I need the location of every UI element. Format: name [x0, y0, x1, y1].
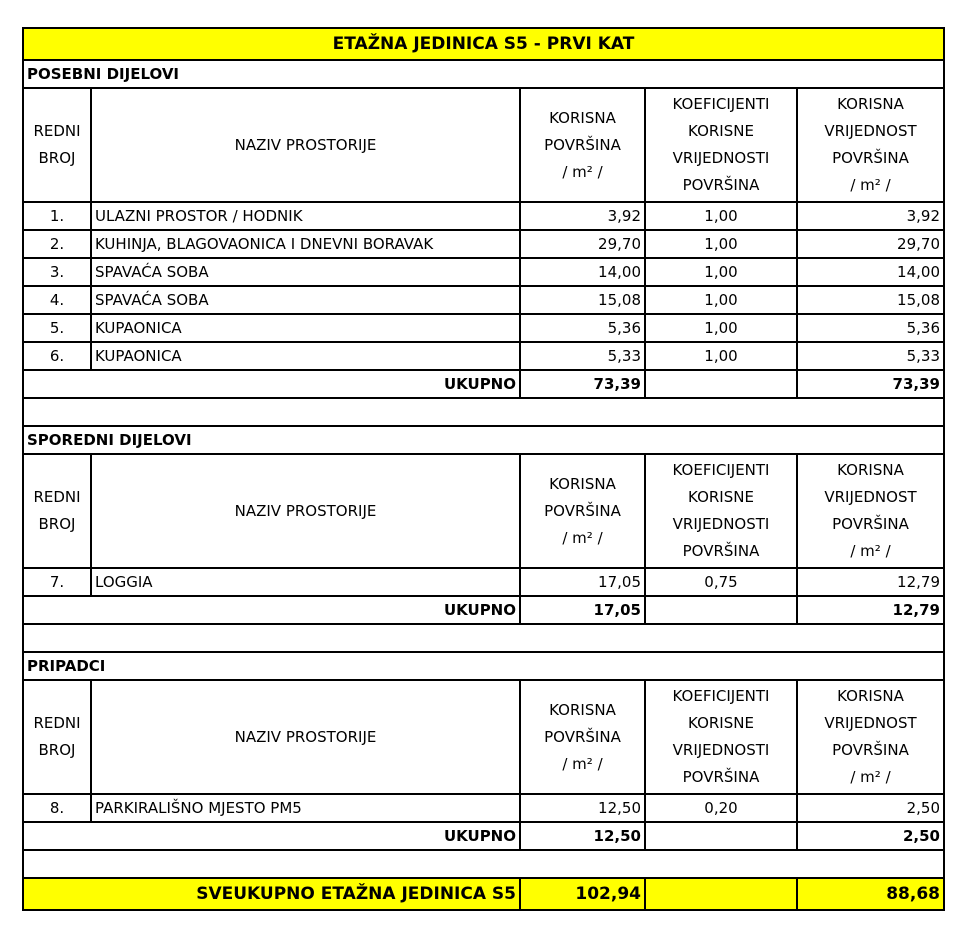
- room-area: 17,05: [520, 568, 645, 596]
- room-area: 29,70: [520, 230, 645, 258]
- header-koeficijenti-line: VRIJEDNOSTI: [672, 741, 770, 759]
- header-redni-broj: [23, 680, 91, 794]
- room-coefficient: 0,75: [645, 568, 797, 596]
- row-number: 3.: [23, 258, 91, 286]
- header-korisna-vrijednost-line: / m² /: [850, 176, 891, 194]
- header-korisna-povrsina-line: POVRŠINA: [544, 501, 621, 520]
- grand-total-value: 88,68: [797, 878, 944, 910]
- row-number: 8.: [23, 794, 91, 822]
- row-number: 5.: [23, 314, 91, 342]
- header-koeficijenti-line: KOEFICIJENTI: [672, 461, 770, 479]
- section-row: [23, 60, 944, 88]
- total-label: UKUPNO: [23, 370, 520, 398]
- room-name: KUHINJA, BLAGOVAONICA I DNEVNI BORAVAK: [91, 230, 520, 258]
- column-header-row: [23, 454, 944, 568]
- room-value: 2,50: [797, 794, 944, 822]
- room-value: 14,00: [797, 258, 944, 286]
- room-area: 14,00: [520, 258, 645, 286]
- table-row: [23, 202, 944, 230]
- table-row: [23, 342, 944, 370]
- total-row: [23, 596, 944, 624]
- section-title: PRIPADCI: [23, 652, 944, 680]
- header-koeficijenti-line: VRIJEDNOSTI: [672, 149, 770, 167]
- section-row: [23, 652, 944, 680]
- unit-area-table: [22, 27, 945, 911]
- section-row: [23, 426, 944, 454]
- room-area: 5,36: [520, 314, 645, 342]
- header-koeficijenti: [645, 680, 797, 794]
- header-koeficijenti-line: KORISNE: [688, 488, 754, 506]
- header-koeficijenti-line: VRIJEDNOSTI: [672, 515, 770, 533]
- total-row: [23, 822, 944, 850]
- room-area: 12,50: [520, 794, 645, 822]
- spacer-row: [23, 850, 944, 878]
- header-redni-broj-line: REDNI: [33, 122, 81, 140]
- table-row: [23, 314, 944, 342]
- table-row: [23, 568, 944, 596]
- spacer-cell: [23, 398, 944, 426]
- spacer-row: [23, 624, 944, 652]
- header-korisna-vrijednost-line: POVRŠINA: [832, 741, 909, 759]
- header-koeficijenti-line: KORISNE: [688, 122, 754, 140]
- row-number: 1.: [23, 202, 91, 230]
- room-value: 29,70: [797, 230, 944, 258]
- header-koeficijenti-line: POVRŠINA: [682, 768, 760, 786]
- total-area: 73,39: [520, 370, 645, 398]
- header-koeficijenti-line: POVRŠINA: [682, 542, 760, 560]
- header-korisna-vrijednost-line: / m² /: [850, 768, 891, 786]
- room-name: PARKIRALIŠNO MJESTO PM5: [91, 794, 520, 822]
- header-korisna-vrijednost: [797, 454, 944, 568]
- room-name: LOGGIA: [91, 568, 520, 596]
- table-title: ETAŽNA JEDINICA S5 - PRVI KAT: [23, 28, 944, 60]
- header-redni-broj: [23, 88, 91, 202]
- table-row: [23, 230, 944, 258]
- total-area: 12,50: [520, 822, 645, 850]
- room-value: 15,08: [797, 286, 944, 314]
- header-korisna-vrijednost-line: VRIJEDNOST: [824, 122, 917, 140]
- total-value: 2,50: [797, 822, 944, 850]
- room-name: KUPAONICA: [91, 314, 520, 342]
- total-value: 73,39: [797, 370, 944, 398]
- title-row: [23, 28, 944, 60]
- header-naziv-prostorije: NAZIV PROSTORIJE: [91, 88, 520, 202]
- row-number: 6.: [23, 342, 91, 370]
- header-redni-broj-line: BROJ: [38, 515, 76, 533]
- header-redni-broj: [23, 454, 91, 568]
- total-label: UKUPNO: [23, 596, 520, 624]
- header-korisna-povrsina-line: POVRŠINA: [544, 135, 621, 154]
- spacer-cell: [23, 624, 944, 652]
- room-coefficient: 1,00: [645, 314, 797, 342]
- header-korisna-vrijednost-line: POVRŠINA: [832, 149, 909, 167]
- room-name: SPAVAĆA SOBA: [91, 258, 520, 286]
- header-naziv-prostorije: NAZIV PROSTORIJE: [91, 680, 520, 794]
- room-coefficient: 1,00: [645, 202, 797, 230]
- header-koeficijenti-line: KOEFICIJENTI: [672, 95, 770, 113]
- room-area: 3,92: [520, 202, 645, 230]
- header-korisna-povrsina-line: KORISNA: [549, 474, 616, 493]
- header-korisna-vrijednost: [797, 88, 944, 202]
- header-korisna-vrijednost-line: / m² /: [850, 542, 891, 560]
- header-korisna-povrsina-line: / m² /: [562, 162, 603, 181]
- header-redni-broj-line: BROJ: [38, 741, 76, 759]
- grand-total-coefficient-empty: [645, 878, 797, 910]
- room-value: 3,92: [797, 202, 944, 230]
- spacer-row: [23, 398, 944, 426]
- total-area: 17,05: [520, 596, 645, 624]
- header-koeficijenti: [645, 454, 797, 568]
- room-coefficient: 1,00: [645, 342, 797, 370]
- header-koeficijenti: [645, 88, 797, 202]
- section-title: POSEBNI DIJELOVI: [23, 60, 944, 88]
- header-korisna-povrsina: [520, 680, 645, 794]
- header-koeficijenti-line: KOEFICIJENTI: [672, 687, 770, 705]
- total-coefficient-empty: [645, 822, 797, 850]
- header-redni-broj-line: BROJ: [38, 149, 76, 167]
- header-korisna-povrsina: [520, 88, 645, 202]
- header-korisna-povrsina-line: / m² /: [562, 528, 603, 547]
- grand-total-label: SVEUKUPNO ETAŽNA JEDINICA S5: [23, 878, 520, 910]
- header-koeficijenti-line: POVRŠINA: [682, 176, 760, 194]
- header-korisna-vrijednost: [797, 680, 944, 794]
- room-name: KUPAONICA: [91, 342, 520, 370]
- header-korisna-vrijednost-line: KORISNA: [837, 95, 904, 113]
- table-body: [23, 28, 944, 910]
- header-korisna-vrijednost-line: KORISNA: [837, 687, 904, 705]
- section-title: SPOREDNI DIJELOVI: [23, 426, 944, 454]
- row-number: 7.: [23, 568, 91, 596]
- room-value: 12,79: [797, 568, 944, 596]
- spacer-cell: [23, 850, 944, 878]
- total-coefficient-empty: [645, 596, 797, 624]
- room-coefficient: 1,00: [645, 258, 797, 286]
- grand-total-area: 102,94: [520, 878, 645, 910]
- room-coefficient: 0,20: [645, 794, 797, 822]
- total-value: 12,79: [797, 596, 944, 624]
- header-koeficijenti-line: KORISNE: [688, 714, 754, 732]
- header-naziv-prostorije: NAZIV PROSTORIJE: [91, 454, 520, 568]
- header-korisna-povrsina: [520, 454, 645, 568]
- header-redni-broj-line: REDNI: [33, 488, 81, 506]
- total-label: UKUPNO: [23, 822, 520, 850]
- room-value: 5,33: [797, 342, 944, 370]
- row-number: 4.: [23, 286, 91, 314]
- header-korisna-vrijednost-line: VRIJEDNOST: [824, 714, 917, 732]
- column-header-row: [23, 680, 944, 794]
- room-coefficient: 1,00: [645, 230, 797, 258]
- table-row: [23, 258, 944, 286]
- header-korisna-vrijednost-line: KORISNA: [837, 461, 904, 479]
- table-row: [23, 794, 944, 822]
- room-name: ULAZNI PROSTOR / HODNIK: [91, 202, 520, 230]
- room-name: SPAVAĆA SOBA: [91, 286, 520, 314]
- header-korisna-povrsina-line: / m² /: [562, 754, 603, 773]
- header-korisna-povrsina-line: KORISNA: [549, 108, 616, 127]
- column-header-row: [23, 88, 944, 202]
- header-korisna-povrsina-line: POVRŠINA: [544, 727, 621, 746]
- header-korisna-povrsina-line: KORISNA: [549, 700, 616, 719]
- grand-total-row: [23, 878, 944, 910]
- header-korisna-vrijednost-line: POVRŠINA: [832, 515, 909, 533]
- header-redni-broj-line: REDNI: [33, 714, 81, 732]
- room-value: 5,36: [797, 314, 944, 342]
- total-coefficient-empty: [645, 370, 797, 398]
- header-korisna-vrijednost-line: VRIJEDNOST: [824, 488, 917, 506]
- room-area: 15,08: [520, 286, 645, 314]
- room-coefficient: 1,00: [645, 286, 797, 314]
- total-row: [23, 370, 944, 398]
- room-area: 5,33: [520, 342, 645, 370]
- table-row: [23, 286, 944, 314]
- row-number: 2.: [23, 230, 91, 258]
